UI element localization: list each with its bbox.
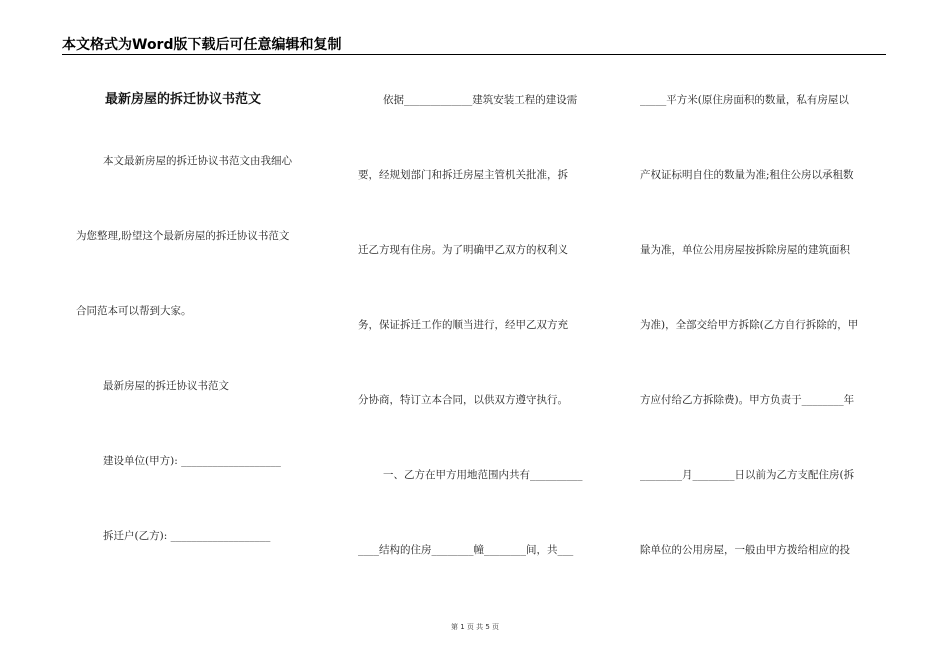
- col2-line-1: 依据_____________建筑安装工程的建设需: [383, 94, 578, 106]
- col3-line-3: 量为准，单位公用房屋按拆除房屋的建筑面积: [640, 244, 850, 256]
- col1-line-5: 建设单位(甲方): ___________________: [103, 455, 281, 467]
- col3-line-7: 除单位的公用房屋，一般由甲方拨给相应的投: [640, 544, 850, 556]
- col3-line-6: ________月________日以前为乙方支配住房(拆: [640, 469, 855, 481]
- col3-line-1: _____平方米(原住房面积的数量，私有房屋以: [640, 94, 849, 106]
- page-number: 第 1 页 共 5 页: [450, 623, 500, 631]
- col1-line-6: 拆迁户(乙方): ___________________: [103, 530, 271, 542]
- col3-line-2: 产权证标明自住的数量为准;租住公房以承租数: [640, 169, 854, 181]
- col2-line-2: 要，经规划部门和拆迁房屋主管机关批准，拆: [358, 169, 568, 181]
- col3-line-5: 方应付给乙方拆除费)。甲方负责于________年: [640, 394, 855, 406]
- header-divider: [62, 54, 886, 55]
- col2-line-5: 分协商，特订立本合同，以供双方遵守执行。: [358, 394, 568, 406]
- col1-line-1: 本文最新房屋的拆迁协议书范文由我细心: [103, 155, 292, 167]
- col1-line-2: 为您整理,盼望这个最新房屋的拆迁协议书范文: [76, 230, 290, 242]
- col3-line-4: 为准)，全部交给甲方拆除(乙方自行拆除的，甲: [640, 319, 859, 331]
- col2-line-4: 务，保证拆迁工作的顺当进行，经甲乙双方充: [358, 319, 568, 331]
- col2-line-6: 一、乙方在甲方用地范围内共有__________: [383, 469, 583, 481]
- document-header: 本文格式为Word版下载后可任意编辑和复制: [62, 37, 342, 53]
- col1-line-4: 最新房屋的拆迁协议书范文: [103, 380, 229, 392]
- col1-line-3: 合同范本可以帮到大家。: [76, 305, 192, 317]
- col2-line-3: 迁乙方现有住房。为了明确甲乙双方的权利义: [358, 244, 568, 256]
- document-title: 最新房屋的拆迁协议书范文: [105, 92, 262, 107]
- col2-line-7: ____结构的住房________幢________间，共___: [358, 544, 574, 556]
